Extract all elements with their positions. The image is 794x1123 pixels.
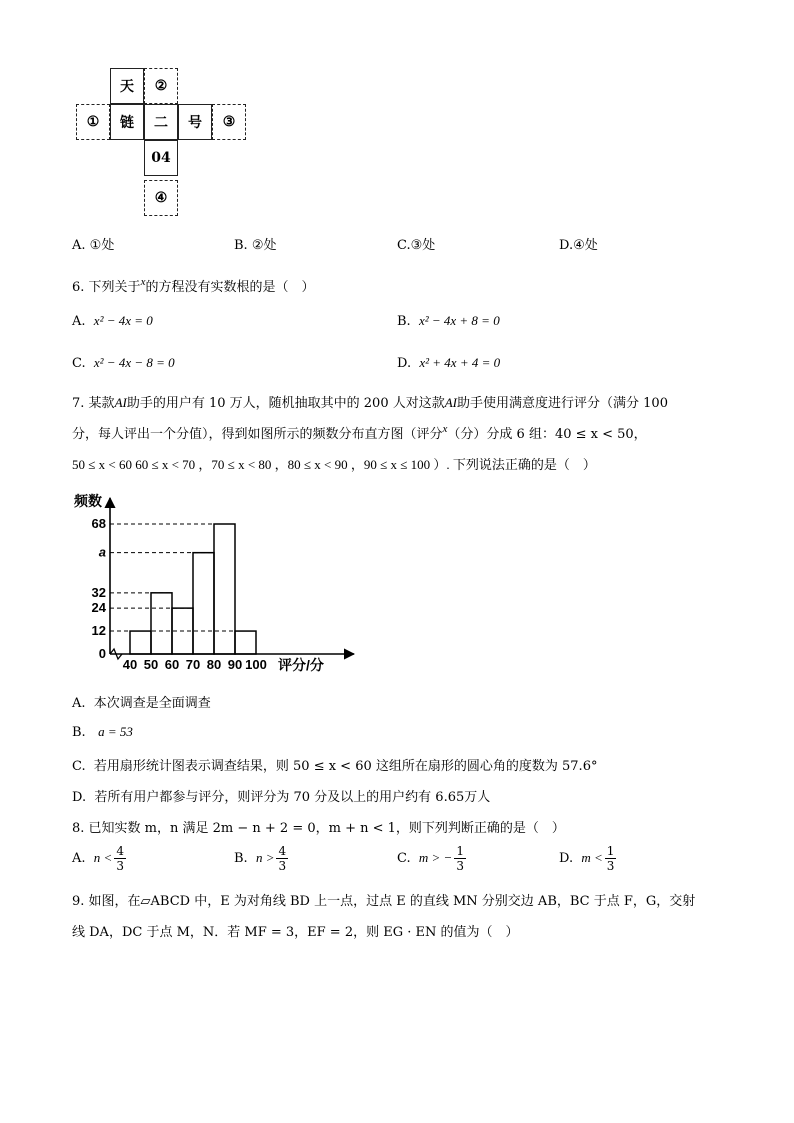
x-tick-label: 60 <box>164 657 180 672</box>
x-tick-label: 90 <box>227 657 243 672</box>
q5-option-a: A. ①处 <box>72 238 115 253</box>
net-cell-04: 04 <box>144 140 178 176</box>
net-cell-1: ① <box>76 104 110 140</box>
y-tick-label: 68 <box>91 516 106 531</box>
q8-stem: 8. 已知实数 m，n 满足 2m − n + 2 = 0，m + n < 1，则下列判断正确的是（ ） <box>72 821 565 836</box>
histogram-bar <box>130 631 151 654</box>
x-axis-label: 评分/分 <box>278 657 324 673</box>
q7-option-a: A. 本次调查是全面调查 <box>72 696 211 711</box>
q8-option-d: D. m < $\frac{1}{3}$ <box>559 844 615 873</box>
histogram-bar <box>193 553 214 654</box>
y-tick-label: a <box>98 544 106 560</box>
net-cell-tian: 天 <box>110 68 144 104</box>
histogram-bar <box>151 593 172 654</box>
q8-option-a: A. n < $\frac{4}{3}$ <box>72 844 124 873</box>
net-cell-er: 二 <box>144 104 178 140</box>
q7-stem-line3: 50 ≤ x < 60 60 ≤ x < 70 ，70 ≤ x < 80 ，80 ≤ x < 90 ，90 ≤ x ≤ 100 ）. 下列说法正确的是（ ） <box>72 457 596 472</box>
x-tick-label: 70 <box>185 657 201 672</box>
y-tick-label: 0 <box>98 646 106 661</box>
y-tick-label: 32 <box>91 584 106 600</box>
q7-option-d: D. 若所有用户都参与评分，则评分为 70 分及以上的用户约有 6.65万人 <box>72 790 491 805</box>
q5-option-c: C.③处 <box>397 238 436 253</box>
q6-stem: 6. 下列关于$^x$的方程没有实数根的是（ ） <box>72 276 315 295</box>
q6-option-d: D. x² + 4x + 4 = 0 <box>397 355 501 371</box>
net-cell-lian: 链 <box>110 104 144 140</box>
frequency-histogram <box>72 486 372 676</box>
x-tick-label: 50 <box>143 657 159 672</box>
net-cell-2: ② <box>144 68 178 104</box>
histogram-bar <box>214 524 235 654</box>
x-tick-label: 40 <box>122 657 138 672</box>
q8-option-b: B. n > $\frac{4}{3}$ <box>234 844 287 873</box>
net-cell-3: ③ <box>212 104 246 140</box>
q8-option-c: C. m > − $\frac{1}{3}$ <box>397 844 464 873</box>
q6-option-c: C. x² − 4x − 8 = 0 <box>72 355 175 371</box>
q5-option-b: B. ②处 <box>234 238 277 253</box>
y-tick-label: 24 <box>91 600 106 616</box>
x-tick-label: 80 <box>206 657 222 672</box>
q7-stem-line1: 7. 某款AI助手的用户有 10 万人，随机抽取其中的 200 人对这款AI助手使用满意度进行评分（满分 100 <box>72 395 668 411</box>
histogram-bar <box>235 631 256 654</box>
y-tick-label: 12 <box>91 623 106 639</box>
net-cell-hao: 号 <box>178 104 212 140</box>
q7-option-b: B. a = 53 <box>72 724 133 740</box>
q9-stem-line1: 9. 如图，在▱ABCD 中，E 为对角线 BD 上一点，过点 E 的直线 MN 分别交边 AB，BC 于点 F，G，交射 <box>72 894 696 909</box>
q6-option-a: A. x² − 4x = 0 <box>72 313 153 329</box>
q6-option-b: B. x² − 4x + 8 = 0 <box>397 313 500 329</box>
net-cell-4: ④ <box>144 180 178 216</box>
q5-option-d: D.④处 <box>559 238 598 253</box>
y-axis-label: 频数 <box>74 493 102 509</box>
q7-stem-line2: 分，每人评出一个分值），得到如图所示的频数分布直方图（评分$^x$（分）分成 6 组：40 ≤ x < 50， <box>72 423 647 442</box>
q7-option-c: C. 若用扇形统计图表示调查结果，则 50 ≤ x < 60 这组所在扇形的圆心角的度数为 57.6° <box>72 759 598 774</box>
q9-stem-line2: 线 DA，DC 于点 M，N．若 MF = 3，EF = 2，则 EG · EN 的值为（ ） <box>72 925 519 940</box>
x-tick-label: 100 <box>245 657 267 672</box>
